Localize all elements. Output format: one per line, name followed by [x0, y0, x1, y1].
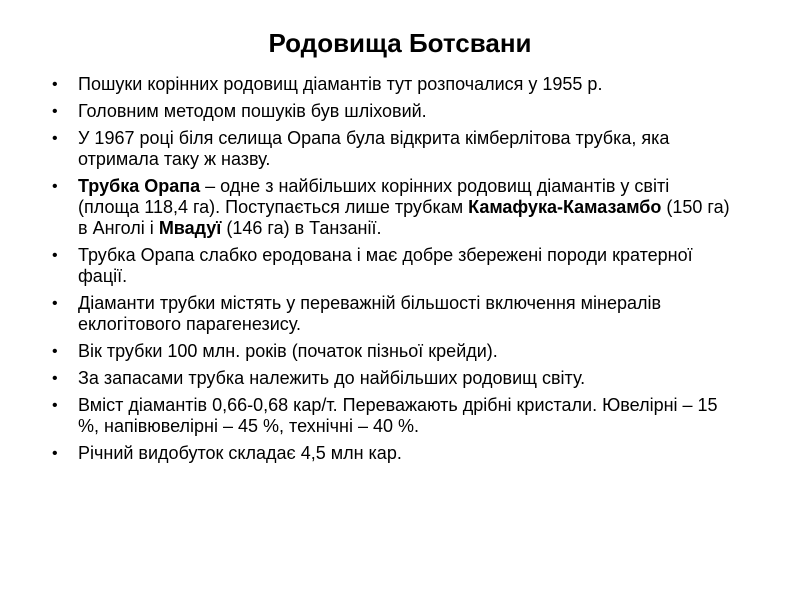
bullet-text: (150 га) в Анголі і: [78, 197, 730, 238]
bullet-text: У 1967 році біля селища Орапа була відкрита кімберлітова трубка, яка отримала таку ж назву.: [78, 128, 670, 169]
bullet-item: [50, 101, 730, 122]
bullet-dot-icon: •: [52, 343, 58, 360]
bullet-item: [50, 176, 730, 239]
slide-title: Родовища Ботсвани: [268, 28, 532, 58]
bullet-dot-icon: •: [52, 397, 58, 414]
bullet-list: [50, 74, 730, 470]
bullet-item: [50, 395, 730, 437]
bullet-text: – одне з найбільших корінних родовищ діамантів у світі (площа 118,4 га). Поступається лише трубкам: [78, 176, 670, 217]
bullet-text: Трубка Орапа слабко еродована і має добре збережені породи кратерної фації.: [78, 245, 693, 286]
bullet-text: Пошуки корінних родовищ діамантів тут розпочалися у 1955 р.: [78, 74, 603, 94]
bullet-text: Річний видобуток складає 4,5 млн кар.: [78, 443, 402, 463]
bullet-text: Головним методом пошуків був шліховий.: [78, 101, 427, 121]
bullet-item: [50, 443, 730, 464]
bullet-text: Вік трубки 100 млн. років (початок пізньої крейди).: [78, 341, 498, 361]
bullet-item: [50, 341, 730, 362]
bullet-bold-term: Трубка Орапа: [78, 176, 201, 196]
bullet-item: [50, 245, 730, 287]
bullet-dot-icon: •: [52, 295, 58, 312]
bullet-dot-icon: •: [52, 247, 58, 264]
bullet-dot-icon: •: [52, 370, 58, 387]
bullet-dot-icon: •: [52, 445, 58, 462]
bullet-dot-icon: •: [52, 130, 58, 147]
bullet-dot-icon: •: [52, 76, 58, 93]
bullet-item: [50, 128, 730, 170]
bullet-bold-term: Камафука-Камазамбо: [468, 197, 662, 217]
bullet-bold-term: Мвадуї: [158, 218, 222, 238]
bullet-item: [50, 368, 730, 389]
bullet-text: За запасами трубка належить до найбільших родовищ світу.: [78, 368, 586, 388]
bullet-item: [50, 74, 730, 95]
bullet-text: Вміст діамантів 0,66-0,68 кар/т. Переважають дрібні кристали. Ювелірні – 15 %, напівювелірні – 45 %, технічні – 40 %.: [78, 395, 718, 436]
bullet-text: (146 га) в Танзанії.: [221, 218, 382, 238]
bullet-text: Діаманти трубки містять у переважній більшості включення мінералів еклогітового парагенезису.: [78, 293, 662, 334]
bullet-dot-icon: •: [52, 178, 58, 195]
bullet-dot-icon: •: [52, 103, 58, 120]
bullet-item: [50, 293, 730, 335]
